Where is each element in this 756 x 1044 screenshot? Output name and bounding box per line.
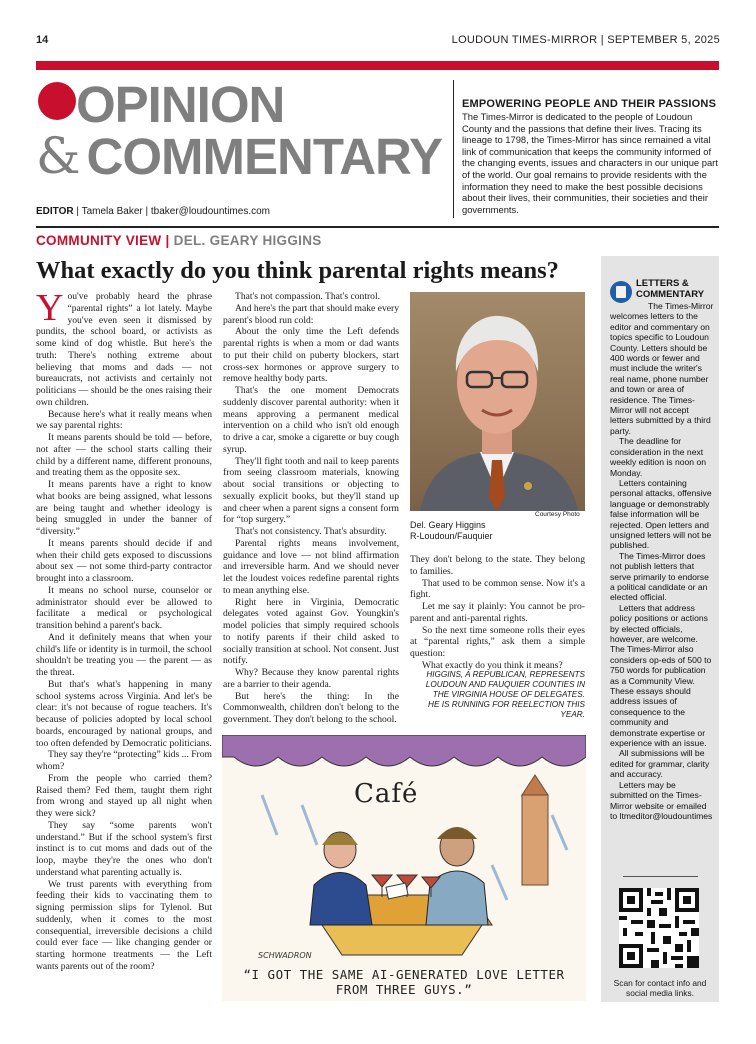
section-title-line2 bbox=[36, 127, 442, 185]
qr-caption: Scan for contact info and social media links. bbox=[613, 978, 707, 998]
article-paragraph: It means no school nurse, counselor or administrator should ever be allowed to facilitate a medical or psychological transition behind a parent's back. bbox=[36, 584, 212, 631]
editor-email[interactable]: tbaker@loudountimes.com bbox=[150, 206, 270, 217]
cartoon-caption: “I GOT THE SAME AI-GENERATED LOVE LETTER FROM THREE GUYS.” bbox=[243, 967, 565, 997]
article-paragraph: They don't belong to the state. They belong to families. bbox=[410, 554, 585, 577]
section-title-amp: & bbox=[36, 127, 81, 185]
sidebar-paragraph: Letters that address policy positions or actions by elected officials, however, are welcome. The Times-Mirror also considers op-eds of 500 to 750 words for publication as a Community View. These essays should address issues of consequence to the community and demonstrate expertise or experience with an issue. bbox=[610, 602, 712, 749]
article-paragraph: That's the one moment Democrats suddenly discover parental authority: when it means approving a permanent medical intervention on a child who isn't old enough to drive a car, smoke a cigarette or buy cough syrup. bbox=[223, 385, 399, 455]
photo-caption-name: Del. Geary Higgins bbox=[410, 520, 486, 530]
issue-date: SEPTEMBER 5, 2025 bbox=[607, 34, 720, 46]
author-tagline: HIGGINS, A REPUBLICAN, REPRESENTS LOUDOUN AND FAUQUIER COUNTIES IN THE VIRGINIA HOUSE OF DELEGATES. HE IS RUNNING FOR REELECTION THIS YEAR. bbox=[425, 670, 585, 719]
article-paragraph: Because here's what it really means when we say parental rights: bbox=[36, 408, 212, 432]
kicker-author: DEL. GEARY HIGGINS bbox=[173, 233, 322, 248]
article-paragraph: Why? Because they know parental rights are a barrier to their agenda. bbox=[223, 667, 399, 690]
article-paragraph: They'll fight tooth and nail to keep parents from seeing classroom materials, knowing about social transitions or objecting to sexually explicit books, but they'll stand up and cheer when a parent signs a consent form for “top surgery.” bbox=[223, 455, 399, 526]
publication-name: LOUDOUN TIMES-MIRROR bbox=[451, 34, 598, 46]
section-title-commentary: COMMENTARY bbox=[86, 128, 442, 185]
sidebar-paragraph: The Times-Mirror welcomes letters to the editor and commentary on topics specific to Loudoun County. Letters should be 400 words or fewer and must include the writer's real name, phone number and town or area of residence. The Times-Mirror will not accept letters submitted by a third party. bbox=[610, 301, 714, 436]
mission-heading: EMPOWERING PEOPLE AND THEIR PASSIONS bbox=[462, 98, 717, 110]
article-kicker: COMMUNITY VIEW | DEL. GEARY HIGGINS bbox=[36, 233, 322, 248]
article-paragraph: From the people who carried them? Raised them? Fed them, taught them right from wrong and stayed up all night when they were sick? bbox=[36, 772, 212, 819]
article-paragraph: They say they're “protecting” kids ... From whom? bbox=[36, 749, 212, 772]
article-paragraph: But here's the thing: In the Commonwealth, children don't belong to the government. They don't belong to the school. bbox=[223, 690, 399, 725]
article-paragraph: About the only time the Left defends parental rights is when a mom or dad wants to put their child on puberty blockers, start cross-sex hormones or approve surgery to remove healthy body parts. bbox=[223, 326, 399, 385]
cartoonist-signature: SCHWADRON bbox=[258, 951, 312, 960]
section-title-opinion: OPINION bbox=[76, 76, 285, 133]
article-paragraph: We trust parents with everything from feeding their kids to vaccinating them to signing permission slips for Tylenol. But suddenly, when it comes to the most consequential, irreversible decisions a child could ever face — like changing gender or starting hormone treatments — the Left wants parents out of the room? bbox=[36, 878, 212, 972]
cartoon-drawing bbox=[222, 735, 586, 960]
article-paragraph: Let me say it plainly: You cannot be pro-parent and anti-parental rights. bbox=[410, 601, 585, 624]
kicker-label: COMMUNITY VIEW bbox=[36, 233, 162, 248]
letters-icon bbox=[610, 281, 632, 303]
header-red-bar bbox=[36, 61, 719, 70]
article-paragraph: That used to be common sense. Now it's a fight. bbox=[410, 577, 585, 601]
photo-caption bbox=[410, 520, 493, 542]
article-column-2 bbox=[223, 291, 399, 726]
sidebar-title bbox=[636, 278, 704, 300]
article-paragraph: That's not compassion. That's control. bbox=[235, 291, 381, 302]
sidebar-title-line1: LETTERS & bbox=[636, 278, 689, 289]
qr-code-icon bbox=[619, 888, 699, 968]
editor-line: EDITOR | Tamela Baker | tbaker@loudountimes.com bbox=[36, 206, 270, 217]
sidebar-body bbox=[610, 301, 714, 821]
article-paragraph: But that's what's happening in many school systems across Virginia. And let's be clear: it's not because of rogue teachers. It's because of policies adopted by local school boards, encouraged by national groups, and too often defended by Democratic politicians. bbox=[36, 678, 212, 749]
portrait-illustration bbox=[410, 292, 585, 511]
article-paragraph: And here's the part that should make every parent's blood run cold: bbox=[223, 302, 399, 326]
article-paragraph: So the next time someone rolls their eyes at “parental rights,” ask them a simple question: bbox=[410, 624, 585, 659]
photo-caption-party: R-Loudoun/Fauquier bbox=[410, 531, 493, 541]
sidebar-paragraph: All submissions will be edited for grammar, clarity and accuracy. bbox=[610, 748, 710, 780]
header-divider bbox=[453, 80, 454, 218]
article-paragraph: It means parents should decide if and when their child gets exposed to discussions about sex — not some third-party contractor brought into a classroom. bbox=[36, 537, 212, 584]
article-paragraph: And it definitely means that when your child's life or identity is in turmoil, the school shouldn't be treating you — the parent — as the threat. bbox=[36, 631, 212, 678]
sidebar-paragraph: The Times-Mirror does not publish letters that serve primarily to endorse a political candidate or an elected official. bbox=[610, 550, 709, 603]
sidebar-paragraph: Letters may be submitted on the Times-Mirror website or emailed to ltmeditor@loudountimes bbox=[610, 779, 713, 821]
article-paragraph: What exactly do you think it means? bbox=[422, 659, 563, 671]
paper-icon bbox=[616, 286, 626, 298]
article-paragraph: They say “some parents won't understand.” But if the school system's first instinct is to cut moms and dads out of the loop, maybe they're the ones who don't understand what parenting actually is. bbox=[36, 819, 212, 878]
article-paragraph: You've probably heard the phrase “parental rights” a lot lately. Maybe you've even seen it dismissed by pundits, the school board, or activists as some kind of dog whistle. But here's the truth: There's nothing extreme about believing that moms and dads — not bureaucrats, not activists and certainly not politicians — should be the ones raising their own children. bbox=[36, 287, 212, 408]
article-paragraph: Parental rights means involvement, guidance and love — not blind affirmation and irreversible harm. And we should never let the loudest voices redefine parental rights to mean anything else. bbox=[223, 537, 399, 596]
drop-cap: Y bbox=[36, 287, 64, 329]
mission-text: The Times-Mirror is dedicated to the people of Loudoun County and the passions that define their lives. Tracing its lineage to 1798, the Times-Mirror has since remained a vital link of communication that keeps the community informed of the changing events, issues and characters in our unique part of the world. Our goal remains to provide residents with the information they need to make the best possible decisions about their lives, their communities, their societies and their governments. bbox=[462, 111, 718, 215]
sidebar-divider bbox=[623, 876, 698, 877]
page-number: 14 bbox=[36, 34, 49, 46]
sidebar-paragraph: The deadline for consideration in the next weekly edition is noon on Monday. bbox=[610, 436, 707, 478]
editorial-cartoon bbox=[222, 735, 586, 1001]
author-photo bbox=[410, 292, 585, 511]
qr-code[interactable] bbox=[619, 888, 699, 968]
article-paragraph: It means parents should be told — before, not after — the school starts calling their child by a different name, different pronouns, and treating them as the opposite sex. bbox=[36, 432, 212, 479]
editor-name: Tamela Baker bbox=[81, 206, 143, 217]
article-headline: What exactly do you think parental rights means? bbox=[36, 257, 559, 284]
header-rule bbox=[36, 226, 719, 228]
folio-info: LOUDOUN TIMES-MIRROR | SEPTEMBER 5, 2025 bbox=[451, 34, 720, 46]
cafe-sign: Café bbox=[354, 779, 419, 809]
letters-sidebar bbox=[601, 256, 719, 1002]
article-column-1 bbox=[36, 287, 212, 973]
article-column-3 bbox=[410, 554, 585, 672]
sidebar-title-line2: COMMENTARY bbox=[636, 289, 705, 300]
sidebar-paragraph: Letters containing personal attacks, offensive language or demonstrably false information will be rejected. Open letters and unsigned letters will not be published. bbox=[610, 477, 712, 551]
article-paragraph: It means parents have a right to know what books are being assigned, what lessons are being taught and whether ideology is being smuggled in under the banner of “diversity.” bbox=[36, 479, 212, 537]
article-paragraph: Right here in Virginia, Democratic delegates voted against Gov. Youngkin's model policies that simply required schools to notify parents if their child asked to socially transition at school. Not consent. Just notify. bbox=[223, 596, 399, 667]
red-dot-icon bbox=[38, 82, 76, 120]
article-paragraph: That's not consistency. That's absurdity. bbox=[235, 526, 387, 537]
photo-credit: Courtesy Photo bbox=[535, 511, 580, 518]
